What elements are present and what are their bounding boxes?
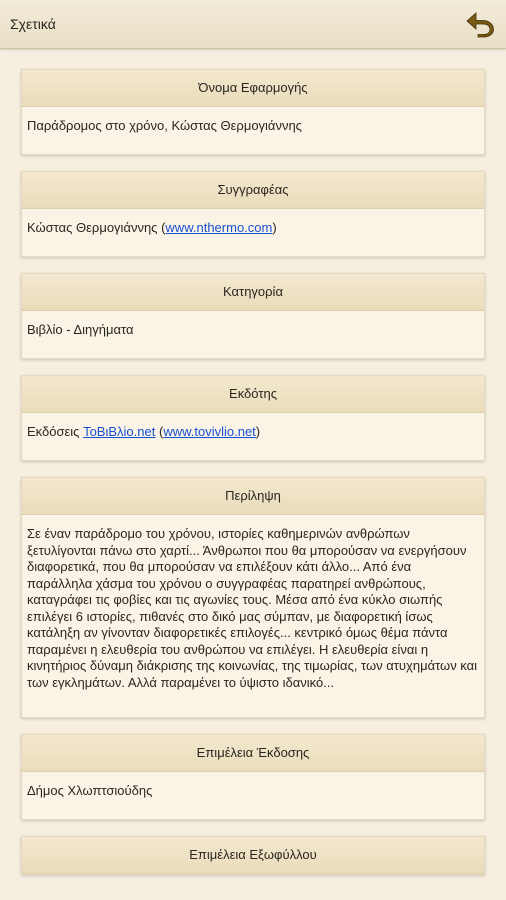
paren-open: ( (158, 424, 164, 439)
author-header: Συγγραφέας (22, 172, 484, 209)
app-name-card (21, 69, 485, 155)
paren-close: ) (255, 424, 261, 439)
category-card (21, 273, 485, 359)
author-name: Κώστας Θερμογιάννης (27, 220, 158, 235)
cover-card (21, 836, 485, 875)
category-header: Κατηγορία (22, 274, 484, 311)
cover-header: Επιμέλεια Εξωφύλλου (22, 837, 484, 874)
editing-header: Επιμέλεια Έκδοσης (22, 735, 484, 772)
publisher-name-link[interactable]: ToBιBλio.net (83, 424, 156, 439)
publisher-value (22, 413, 484, 460)
publisher-website-link[interactable]: www.tovivlio.net (163, 424, 256, 439)
about-content (0, 49, 506, 875)
app-name-value: Παράδρομος στο χρόνο, Κώστας Θερμογιάννης (27, 118, 302, 133)
paren-close: ) (272, 220, 277, 235)
summary-card (21, 477, 485, 718)
paren-open: ( (161, 220, 166, 235)
editing-value: Δήμος Χλωπτσιούδης (27, 783, 153, 798)
publisher-header: Εκδότης (22, 376, 484, 413)
category-value: Βιβλίο - Διηγήματα (27, 322, 134, 337)
author-card (21, 171, 485, 257)
author-value (22, 209, 484, 256)
app-bar (0, 0, 506, 49)
back-arrow-icon (464, 10, 496, 38)
app-name-header: Όνομα Εφαρμογής (22, 70, 484, 107)
back-button[interactable] (462, 6, 498, 42)
author-website-link[interactable]: www.nthermo.com (165, 220, 273, 235)
publisher-prefix: Εκδόσεις (27, 424, 80, 439)
editing-card (21, 734, 485, 820)
page-title: Σχετικά (10, 16, 56, 32)
summary-header: Περίληψη (22, 478, 484, 515)
summary-text: Σε έναν παράδρομο του χρόνου, ιστορίες καθημερινών ανθρώπων ξετυλίγονται πάνω στο χαρτί... Άνθρωποι που θα μπορούσαν να ενεργήσουν διαφορετικά, που θα μπορούσαν να επιλέξουν κάτι άλλο... Από ένα παράλληλα χάσμα του χρόνου ο συγγραφέας παρατηρεί ανθρώπους, καταγράφει τις φοβίες και τις αγωνίες τους. Μέσα από ένα κύκλο σιωπής επιλέγει 6 ιστορίες, πιθανές στο δικό μας σύμπαν, με διαφορετική ίσως κατάληξη αν γίνονταν διαφορετικές επιλογές... κεντρικό όμως θέμα πάντα παραμένει η ελευθερία του ανθρώπου να επιλέγει. Η ελευθερία είναι η κινητήριος δύναμη διάκρισης της κοινωνίας, της τιμωρίας, των ατυχημάτων και των εγκλημάτων. Αλλά παραμένει το ύψιστο ιδανικό... (27, 526, 478, 690)
publisher-card (21, 375, 485, 461)
